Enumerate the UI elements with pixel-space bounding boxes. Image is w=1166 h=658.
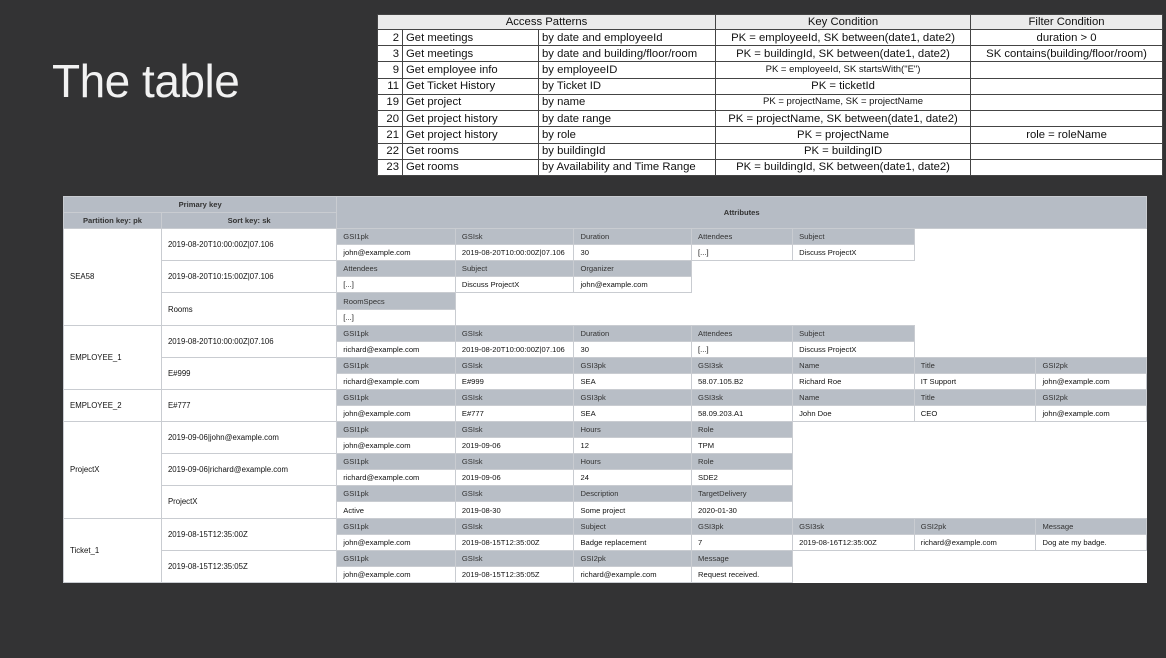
attribute-name-row	[64, 389, 1147, 405]
attribute-name: GSI1pk	[337, 229, 456, 245]
empty-cell	[1036, 438, 1147, 454]
access-pattern-row	[378, 127, 1163, 143]
attribute-value: john@example.com	[337, 245, 456, 261]
empty-cell	[1036, 422, 1147, 438]
empty-cell	[574, 309, 692, 325]
header-filter-condition: Filter Condition	[971, 15, 1163, 30]
empty-cell	[914, 293, 1036, 309]
empty-cell	[455, 309, 574, 325]
pattern-by: by date range	[539, 111, 716, 127]
filter-condition	[971, 94, 1163, 110]
attribute-value: 58.07.105.B2	[692, 373, 793, 389]
empty-cell	[1036, 341, 1147, 357]
attribute-name: GSI3sk	[793, 518, 915, 534]
attribute-value: 2019-08-15T12:35:05Z	[455, 566, 574, 582]
pattern-by: by name	[539, 94, 716, 110]
key-condition: PK = projectName, SK between(date1, date2)	[716, 111, 971, 127]
attribute-name: GSI1pk	[337, 357, 456, 373]
attribute-value: SDE2	[692, 470, 793, 486]
attribute-value: [...]	[692, 341, 793, 357]
empty-cell	[1036, 277, 1147, 293]
attribute-value: E#777	[455, 406, 574, 422]
attribute-name: Title	[914, 357, 1036, 373]
pattern-name: Get project history	[403, 111, 539, 127]
attribute-name: Subject	[574, 518, 692, 534]
attribute-value: 30	[574, 245, 692, 261]
pattern-by: by role	[539, 127, 716, 143]
pattern-number: 2	[378, 30, 403, 46]
attribute-name: Attendees	[692, 229, 793, 245]
attribute-name: Role	[692, 422, 793, 438]
attribute-name: GSIsk	[455, 325, 574, 341]
attribute-name-row	[64, 518, 1147, 534]
attribute-name: Title	[914, 389, 1036, 405]
pattern-by: by date and employeeId	[539, 30, 716, 46]
attribute-value: 7	[692, 534, 793, 550]
attribute-name: GSIsk	[455, 486, 574, 502]
empty-cell	[793, 261, 915, 277]
sort-key-value: 2019-09-06|richard@example.com	[161, 454, 336, 486]
attribute-value: 2019-08-16T12:35:00Z	[793, 534, 915, 550]
empty-cell	[1036, 550, 1147, 566]
access-patterns-table	[377, 14, 1163, 176]
partition-key-value: ProjectX	[64, 422, 162, 518]
key-condition: PK = buildingID	[716, 143, 971, 159]
empty-cell	[574, 293, 692, 309]
attribute-value: IT Support	[914, 373, 1036, 389]
empty-cell	[914, 341, 1036, 357]
empty-cell	[793, 566, 915, 582]
attribute-name: Attendees	[337, 261, 456, 277]
pattern-number: 21	[378, 127, 403, 143]
pattern-number: 19	[378, 94, 403, 110]
pattern-number: 9	[378, 62, 403, 78]
attribute-value: 2019-08-15T12:35:00Z	[455, 534, 574, 550]
pattern-number: 3	[378, 46, 403, 62]
empty-cell	[914, 550, 1036, 566]
empty-cell	[1036, 325, 1147, 341]
empty-cell	[793, 293, 915, 309]
attribute-value: 2019-08-30	[455, 502, 574, 518]
attribute-name: RoomSpecs	[337, 293, 456, 309]
sort-key-value: 2019-09-06|john@example.com	[161, 422, 336, 454]
attribute-value: Dog ate my badge.	[1036, 534, 1147, 550]
empty-cell	[914, 309, 1036, 325]
attribute-name: GSIsk	[455, 422, 574, 438]
empty-cell	[692, 309, 793, 325]
attribute-value: CEO	[914, 406, 1036, 422]
pattern-by: by employeeID	[539, 62, 716, 78]
key-condition: PK = employeeId, SK between(date1, date2)	[716, 30, 971, 46]
empty-cell	[914, 438, 1036, 454]
pattern-name: Get Ticket History	[403, 78, 539, 94]
attribute-value: john@example.com	[574, 277, 692, 293]
attribute-name: Attendees	[692, 325, 793, 341]
attribute-value: Some project	[574, 502, 692, 518]
empty-cell	[692, 293, 793, 309]
empty-cell	[914, 229, 1036, 245]
attribute-value: Richard Roe	[793, 373, 915, 389]
filter-condition	[971, 111, 1163, 127]
empty-cell	[1036, 502, 1147, 518]
pattern-number: 11	[378, 78, 403, 94]
attribute-name: GSIsk	[455, 229, 574, 245]
sort-key-value: E#777	[161, 389, 336, 421]
slide-title: The table	[52, 55, 240, 107]
sort-key-value: 2019-08-20T10:00:00Z|07.106	[161, 229, 336, 261]
attribute-name: GSI1pk	[337, 454, 456, 470]
empty-cell	[793, 550, 915, 566]
attribute-value: Badge replacement	[574, 534, 692, 550]
attribute-name: GSI3pk	[574, 389, 692, 405]
attribute-name: TargetDelivery	[692, 486, 793, 502]
attribute-value: 2020-01-30	[692, 502, 793, 518]
attribute-name: GSI1pk	[337, 422, 456, 438]
empty-cell	[793, 470, 915, 486]
pattern-by: by Availability and Time Range	[539, 159, 716, 175]
empty-cell	[1036, 309, 1147, 325]
pattern-number: 22	[378, 143, 403, 159]
primary-key-header: Primary key	[64, 197, 337, 213]
pattern-by: by date and building/floor/room	[539, 46, 716, 62]
attribute-value: TPM	[692, 438, 793, 454]
empty-cell	[692, 261, 793, 277]
attribute-value: richard@example.com	[914, 534, 1036, 550]
attribute-value: 2019-08-20T10:00:00Z|07.106	[455, 245, 574, 261]
empty-cell	[1036, 454, 1147, 470]
attribute-value: 12	[574, 438, 692, 454]
attribute-name: Subject	[793, 325, 915, 341]
attribute-value: E#999	[455, 373, 574, 389]
empty-cell	[914, 502, 1036, 518]
item-collection-table	[63, 196, 1147, 583]
attributes-header: Attributes	[337, 197, 1147, 229]
attribute-name-row	[64, 454, 1147, 470]
key-condition: PK = buildingId, SK between(date1, date2)	[716, 46, 971, 62]
attribute-name: GSI1pk	[337, 518, 456, 534]
attribute-name: GSIsk	[455, 454, 574, 470]
access-patterns-header	[378, 15, 1163, 30]
pattern-name: Get project	[403, 94, 539, 110]
empty-cell	[914, 470, 1036, 486]
attribute-name: Name	[793, 389, 915, 405]
attribute-name: GSIsk	[455, 518, 574, 534]
partition-key-header: Partition key: pk	[64, 213, 162, 229]
access-pattern-row	[378, 111, 1163, 127]
attribute-name: GSI2pk	[1036, 357, 1147, 373]
key-condition: PK = employeeId, SK startsWith("E")	[716, 62, 971, 78]
pattern-number: 20	[378, 111, 403, 127]
attribute-value: john@example.com	[337, 406, 456, 422]
empty-cell	[793, 309, 915, 325]
pattern-name: Get employee info	[403, 62, 539, 78]
header-access-patterns: Access Patterns	[378, 15, 716, 30]
empty-cell	[914, 454, 1036, 470]
empty-cell	[1036, 566, 1147, 582]
attribute-value: SEA	[574, 373, 692, 389]
model-header-row-1	[64, 197, 1147, 213]
empty-cell	[1036, 293, 1147, 309]
attribute-value: John Doe	[793, 406, 915, 422]
attribute-name: GSIsk	[455, 357, 574, 373]
attribute-name: Subject	[793, 229, 915, 245]
pattern-name: Get meetings	[403, 46, 539, 62]
partition-key-value: SEA58	[64, 229, 162, 325]
attribute-value: Discuss ProjectX	[793, 341, 915, 357]
attribute-value: 58.09.203.A1	[692, 406, 793, 422]
attribute-name: GSI3pk	[692, 518, 793, 534]
attribute-name: GSI3pk	[574, 357, 692, 373]
attribute-value: richard@example.com	[337, 373, 456, 389]
attribute-value: SEA	[574, 406, 692, 422]
attribute-name: Description	[574, 486, 692, 502]
attribute-value: 24	[574, 470, 692, 486]
pattern-name: Get meetings	[403, 30, 539, 46]
attribute-name-row	[64, 261, 1147, 277]
sort-key-value: 2019-08-20T10:00:00Z|07.106	[161, 325, 336, 357]
key-condition: PK = projectName	[716, 127, 971, 143]
empty-cell	[793, 486, 915, 502]
empty-cell	[1036, 261, 1147, 277]
pattern-name: Get rooms	[403, 143, 539, 159]
key-condition: PK = projectName, SK = projectName	[716, 94, 971, 110]
access-pattern-row	[378, 94, 1163, 110]
attribute-name-row	[64, 357, 1147, 373]
sort-key-value: E#999	[161, 357, 336, 389]
empty-cell	[793, 502, 915, 518]
attribute-name: Role	[692, 454, 793, 470]
attribute-value: john@example.com	[337, 438, 456, 454]
empty-cell	[1036, 486, 1147, 502]
filter-condition	[971, 62, 1163, 78]
empty-cell	[1036, 229, 1147, 245]
empty-cell	[914, 261, 1036, 277]
pattern-by: by buildingId	[539, 143, 716, 159]
attribute-value: 2019-09-06	[455, 470, 574, 486]
empty-cell	[692, 277, 793, 293]
attribute-name-row	[64, 550, 1147, 566]
attribute-name: GSI1pk	[337, 486, 456, 502]
pattern-by: by Ticket ID	[539, 78, 716, 94]
attribute-value: 2019-09-06	[455, 438, 574, 454]
filter-condition	[971, 159, 1163, 175]
attribute-name: GSI3sk	[692, 389, 793, 405]
attribute-value: richard@example.com	[337, 341, 456, 357]
empty-cell	[793, 454, 915, 470]
attribute-value: [...]	[337, 277, 456, 293]
key-condition: PK = buildingId, SK between(date1, date2)	[716, 159, 971, 175]
attribute-value: 30	[574, 341, 692, 357]
attribute-value: [...]	[692, 245, 793, 261]
filter-condition	[971, 78, 1163, 94]
pattern-number: 23	[378, 159, 403, 175]
filter-condition: role = roleName	[971, 127, 1163, 143]
access-pattern-row	[378, 143, 1163, 159]
attribute-value: 2019-08-20T10:00:00Z|07.106	[455, 341, 574, 357]
attribute-name: Duration	[574, 325, 692, 341]
sort-key-value: ProjectX	[161, 486, 336, 518]
access-pattern-row	[378, 30, 1163, 46]
empty-cell	[793, 438, 915, 454]
attribute-value: [...]	[337, 309, 456, 325]
attribute-name: GSI1pk	[337, 389, 456, 405]
header-key-condition: Key Condition	[716, 15, 971, 30]
attribute-name-row	[64, 422, 1147, 438]
filter-condition	[971, 143, 1163, 159]
attribute-value: john@example.com	[337, 566, 456, 582]
attribute-name: GSI1pk	[337, 325, 456, 341]
sort-key-value: 2019-08-15T12:35:05Z	[161, 550, 336, 582]
attribute-value: john@example.com	[1036, 406, 1147, 422]
empty-cell	[914, 277, 1036, 293]
sort-key-value: Rooms	[161, 293, 336, 325]
attribute-name: Hours	[574, 422, 692, 438]
empty-cell	[793, 422, 915, 438]
attribute-name: Name	[793, 357, 915, 373]
pattern-name: Get project history	[403, 127, 539, 143]
attribute-value: john@example.com	[1036, 373, 1147, 389]
attribute-value: Discuss ProjectX	[793, 245, 915, 261]
empty-cell	[914, 245, 1036, 261]
sort-key-value: 2019-08-20T10:15:00Z|07.106	[161, 261, 336, 293]
attribute-name-row	[64, 486, 1147, 502]
attribute-name: Message	[692, 550, 793, 566]
empty-cell	[1036, 470, 1147, 486]
attribute-value: richard@example.com	[337, 470, 456, 486]
partition-key-value: EMPLOYEE_2	[64, 389, 162, 421]
attribute-name: Message	[1036, 518, 1147, 534]
attribute-name: Hours	[574, 454, 692, 470]
access-pattern-row	[378, 46, 1163, 62]
partition-key-value: EMPLOYEE_1	[64, 325, 162, 389]
empty-cell	[914, 566, 1036, 582]
empty-cell	[1036, 245, 1147, 261]
attribute-name: GSIsk	[455, 550, 574, 566]
access-pattern-row	[378, 159, 1163, 175]
pattern-name: Get rooms	[403, 159, 539, 175]
attribute-value: Request received.	[692, 566, 793, 582]
access-pattern-row	[378, 62, 1163, 78]
empty-cell	[914, 325, 1036, 341]
attribute-value: Discuss ProjectX	[455, 277, 574, 293]
sort-key-header: Sort key: sk	[161, 213, 336, 229]
attribute-name: GSI2pk	[914, 518, 1036, 534]
attribute-name: GSI1pk	[337, 550, 456, 566]
attribute-name: Subject	[455, 261, 574, 277]
attribute-name: GSI2pk	[574, 550, 692, 566]
empty-cell	[914, 422, 1036, 438]
attribute-name: Duration	[574, 229, 692, 245]
attribute-value: john@example.com	[337, 534, 456, 550]
attribute-name: GSIsk	[455, 389, 574, 405]
partition-key-value: Ticket_1	[64, 518, 162, 582]
attribute-name: Organizer	[574, 261, 692, 277]
empty-cell	[455, 293, 574, 309]
access-pattern-row	[378, 78, 1163, 94]
filter-condition: SK contains(building/floor/room)	[971, 46, 1163, 62]
attribute-name-row	[64, 229, 1147, 245]
attribute-name-row	[64, 325, 1147, 341]
attribute-name: GSI2pk	[1036, 389, 1147, 405]
attribute-name: GSI3sk	[692, 357, 793, 373]
empty-cell	[914, 486, 1036, 502]
attribute-name-row	[64, 293, 1147, 309]
empty-cell	[793, 277, 915, 293]
sort-key-value: 2019-08-15T12:35:00Z	[161, 518, 336, 550]
attribute-value: Active	[337, 502, 456, 518]
key-condition: PK = ticketId	[716, 78, 971, 94]
attribute-value: richard@example.com	[574, 566, 692, 582]
filter-condition: duration > 0	[971, 30, 1163, 46]
